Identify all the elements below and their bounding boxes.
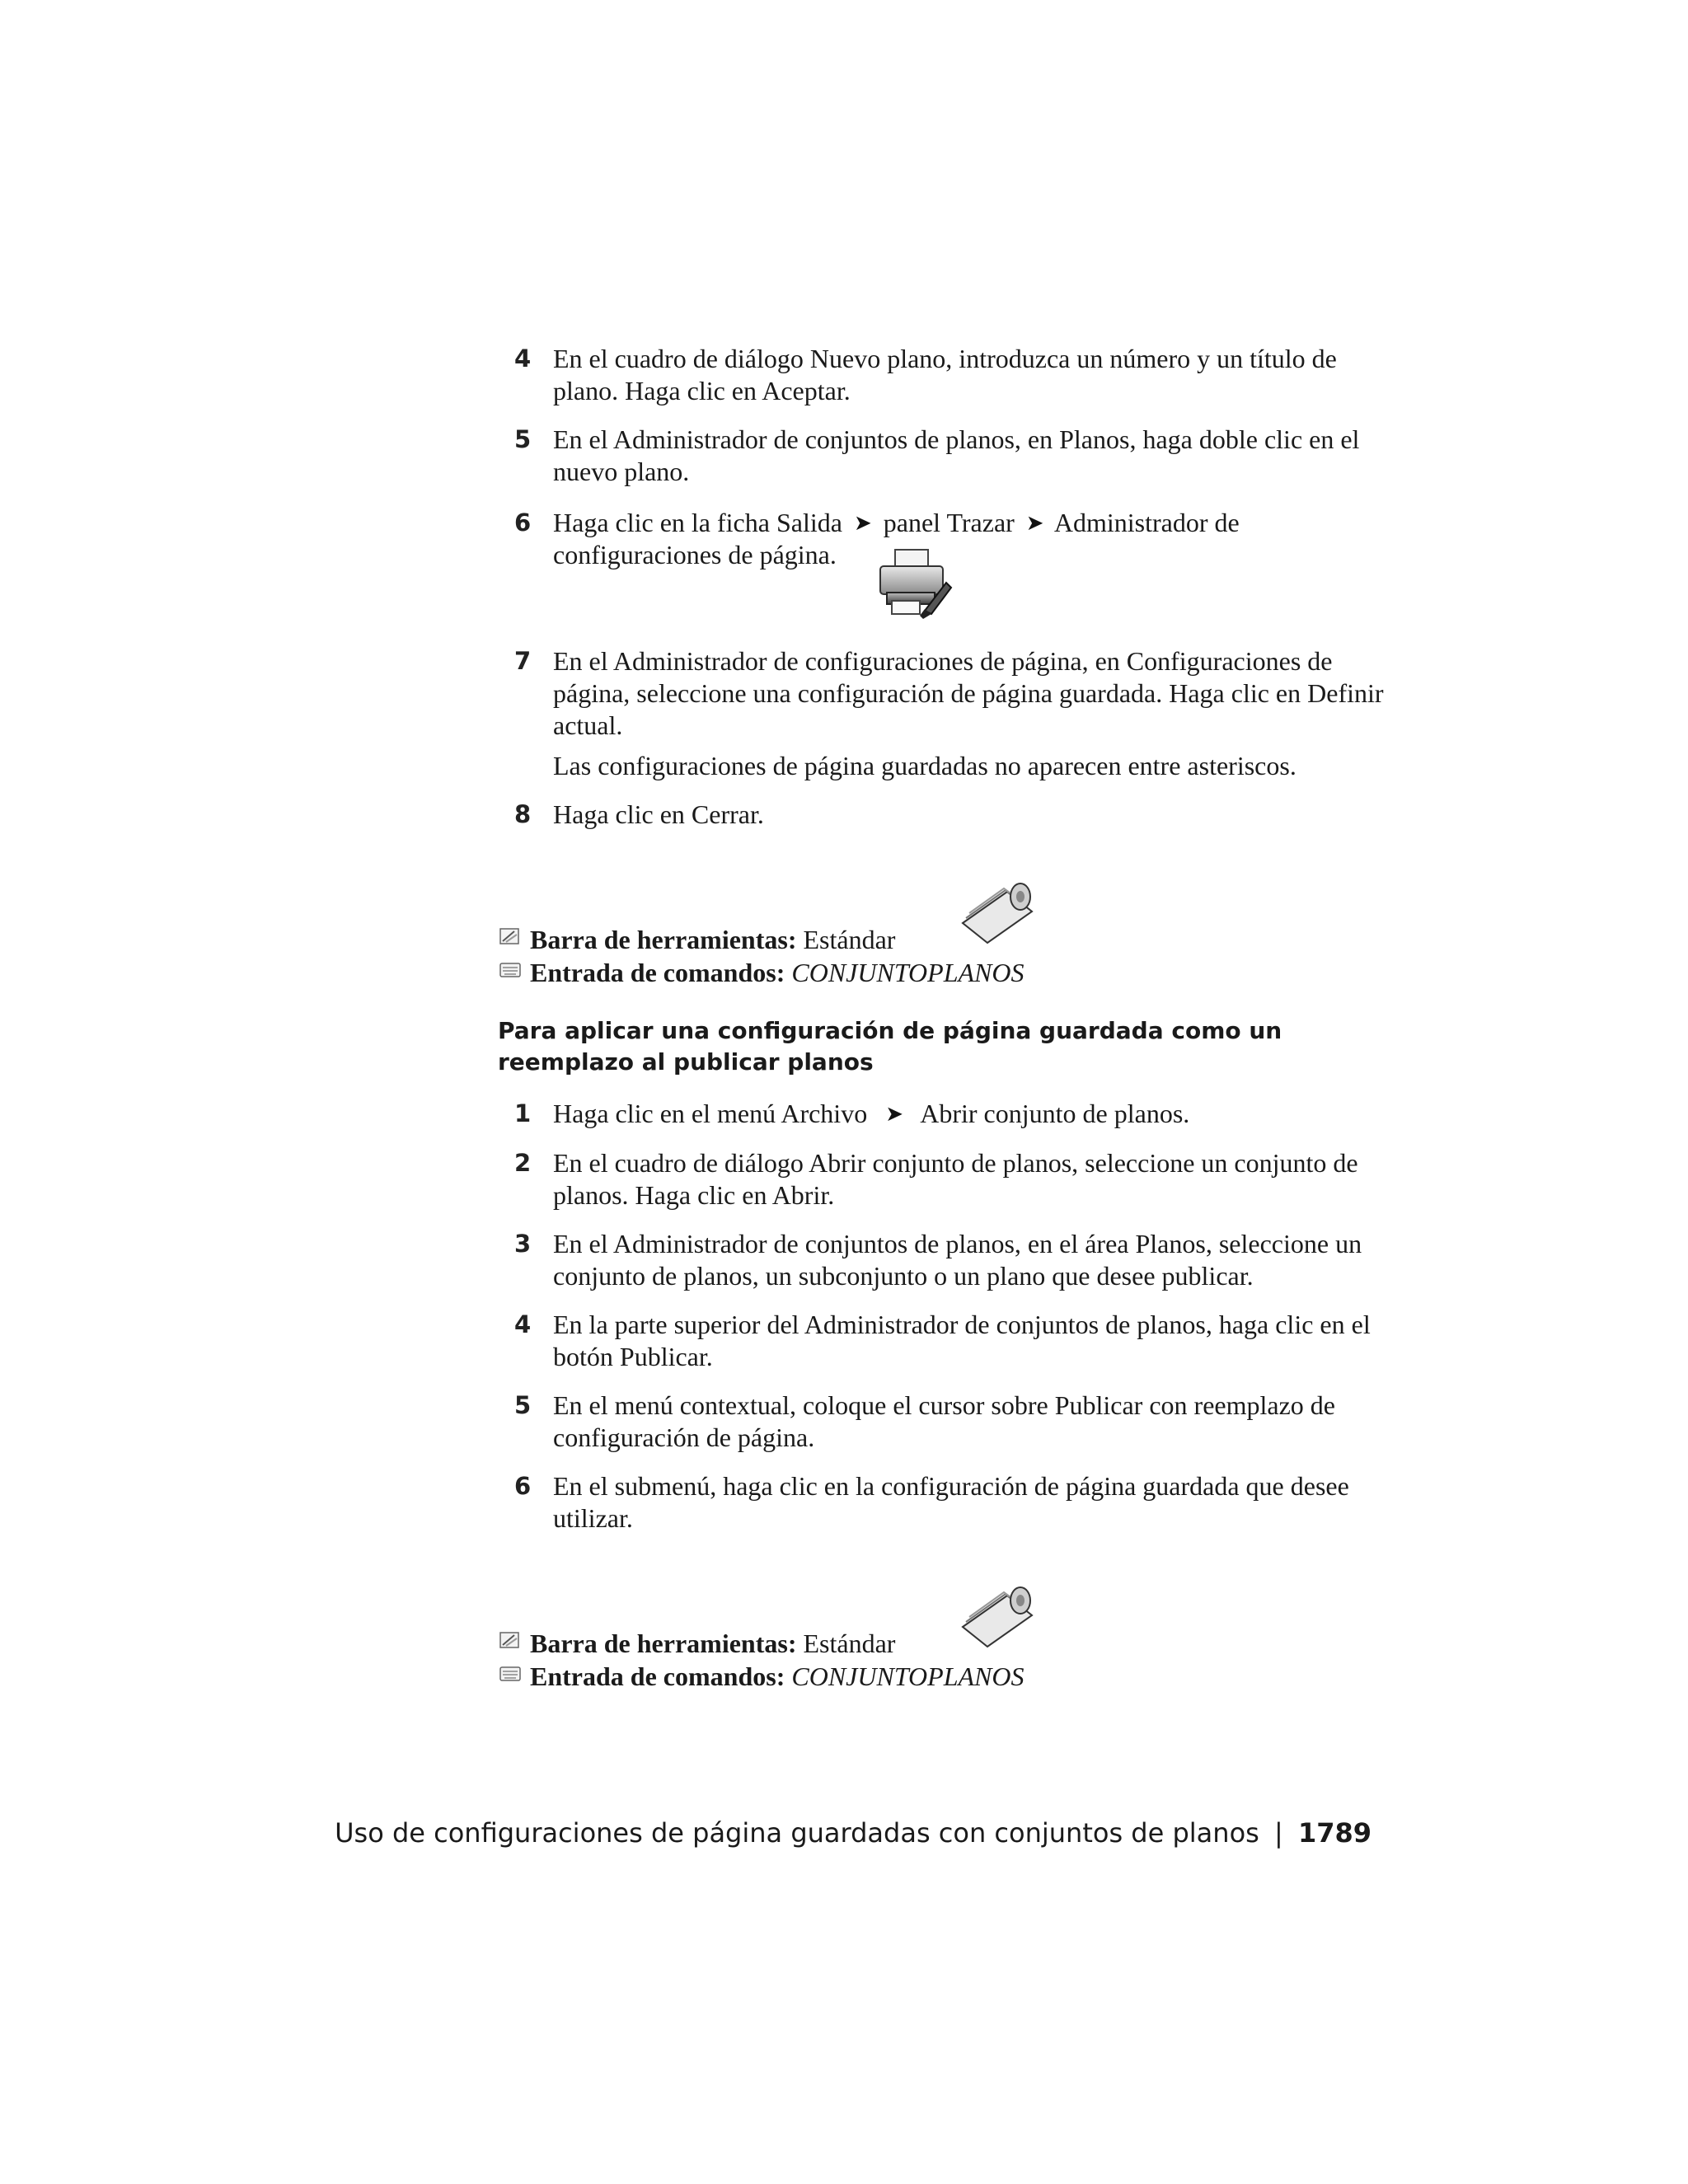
step-number: 2 [514, 1149, 532, 1177]
step-text-part: Haga clic en la ficha Salida [553, 508, 842, 537]
toolbar-icon [499, 1632, 521, 1650]
step-number: 5 [514, 425, 532, 453]
step-text [553, 507, 1386, 571]
procedure-title: Para aplicar una configuración de página guardada como un reemplazo al publicar planos [498, 1017, 1282, 1076]
step-number: 6 [514, 509, 532, 537]
command-reference [530, 1660, 1024, 1693]
step-text [553, 1098, 1386, 1130]
step-text: En la parte superior del Administrador de conjuntos de planos, haga clic en el botón Publicar. [553, 1310, 1371, 1371]
command-reference [530, 956, 1024, 989]
sheet-set-manager-icon [958, 875, 1037, 948]
step-text-part: Administrador de configuraciones de página. [553, 508, 1240, 569]
footer-separator: | [1273, 1817, 1283, 1849]
page-setup-manager-icon [874, 546, 953, 619]
step-text: En el menú contextual, coloque el cursor sobre Publicar con reemplazo de configuración de página. [553, 1390, 1335, 1452]
command-value: CONJUNTOPLANOS [791, 958, 1025, 987]
page-footer [0, 1815, 1372, 1851]
step-number: 1 [514, 1099, 532, 1127]
toolbar-value: Estándar [803, 1629, 896, 1658]
step-text-part: Haga clic en el menú Archivo [553, 1099, 868, 1128]
step-number: 6 [514, 1472, 532, 1500]
sheet-set-manager-icon [958, 1579, 1037, 1652]
command-label: Entrada de comandos: [530, 1661, 785, 1691]
page-number: 1789 [1297, 1817, 1372, 1849]
step-text: En el cuadro de diálogo Abrir conjunto de planos, seleccione un conjunto de planos. Haga clic en Abrir. [553, 1148, 1358, 1210]
step-number: 5 [514, 1391, 532, 1419]
command-value: CONJUNTOPLANOS [791, 1661, 1025, 1691]
toolbar-reference [530, 923, 895, 956]
toolbar-icon [499, 928, 521, 946]
step-number: 7 [514, 647, 532, 675]
step-text: En el Administrador de conjuntos de planos, en Planos, haga doble clic en el nuevo plano. [553, 424, 1360, 486]
footer-title: Uso de configuraciones de página guardadas con conjuntos de planos [335, 1817, 1259, 1849]
toolbar-value: Estándar [803, 925, 896, 954]
toolbar-label: Barra de herramientas: [530, 925, 797, 954]
step-text-part: Abrir conjunto de planos. [920, 1099, 1190, 1128]
toolbar-reference [530, 1627, 895, 1660]
step-text: En el submenú, haga clic en la configuración de página guardada que desee utilizar. [553, 1471, 1349, 1533]
step-text: En el Administrador de conjuntos de planos, en el área Planos, seleccione un conjunto de planos, un subconjunto o un plano que desee publicar. [553, 1229, 1362, 1291]
toolbar-label: Barra de herramientas: [530, 1629, 797, 1658]
step-number: 4 [514, 344, 532, 373]
menu-arrow-icon: ➤ [885, 1102, 903, 1126]
keyboard-icon [499, 961, 521, 979]
step-text: En el Administrador de configuraciones de página, en Configuraciones de página, seleccione una configuración de página guardada. Haga clic en Definir actual. [553, 646, 1384, 740]
keyboard-icon [499, 1665, 521, 1683]
step-number: 3 [514, 1230, 532, 1258]
step-text: En el cuadro de diálogo Nuevo plano, introduzca un número y un título de plano. Haga clic en Aceptar. [553, 344, 1337, 405]
step-text: Haga clic en Cerrar. [553, 799, 764, 829]
step-number: 4 [514, 1310, 532, 1338]
menu-arrow-icon: ➤ [853, 511, 872, 535]
command-label: Entrada de comandos: [530, 958, 785, 987]
step-number: 8 [514, 800, 532, 828]
step-note: Las configuraciones de página guardadas no aparecen entre asteriscos. [553, 751, 1296, 780]
menu-arrow-icon: ➤ [1025, 511, 1044, 535]
step-text-part: panel Trazar [883, 508, 1015, 537]
